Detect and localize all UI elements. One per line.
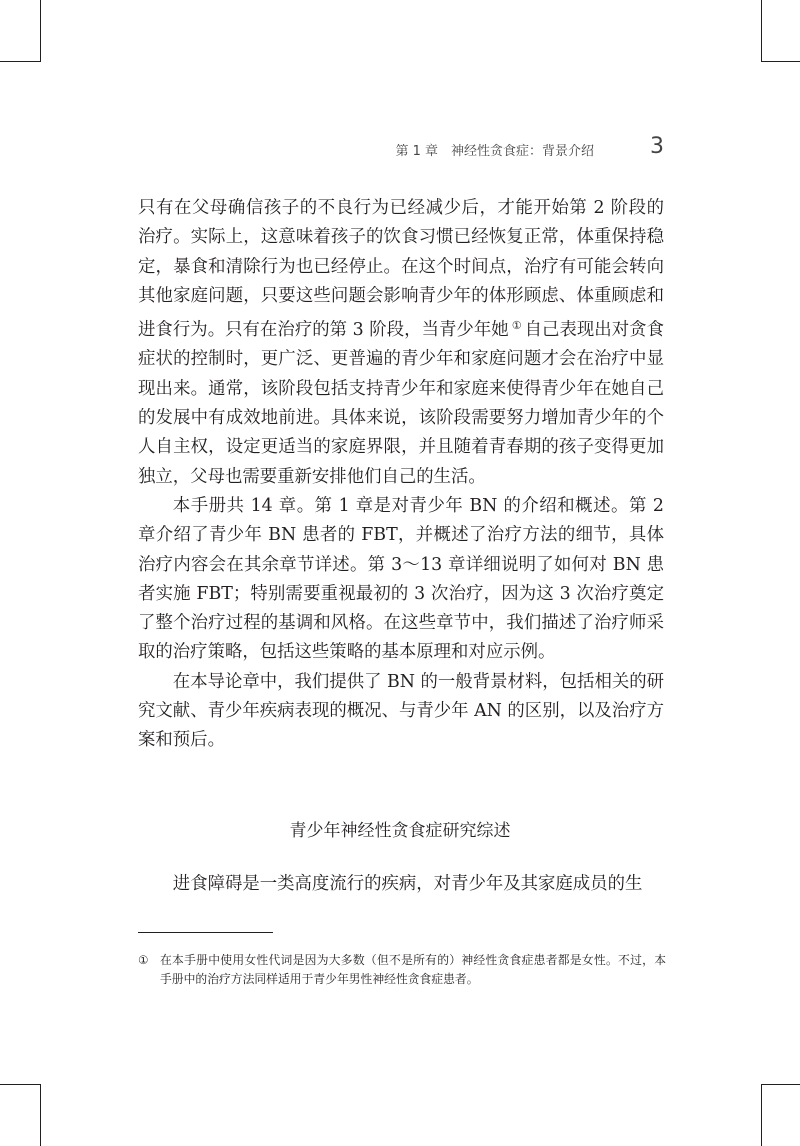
paragraph: 本手册共 14 章。第 1 章是对青少年 BN 的介绍和概述。第 2 章介绍了青少年 BN 患者的 FBT，并概述了治疗方法的细节，具体治疗内容会在其余章节详述。第 3～13 章详细说明了如何对 BN 患者实施 FBT；特别需要重视最初的 3 次治疗，因为这 3 次治疗奠定了整个治疗过程的基调和风格。在这些章节中，我们描述了治疗师采取的治疗策略，包括这些策略的基本原理和对应示例。 <box>138 495 664 663</box>
crop-mark <box>761 1084 762 1146</box>
crop-mark <box>0 1084 40 1085</box>
paragraph: 在本导论章中，我们提供了 BN 的一般背景材料，包括相关的研究文献、青少年疾病表现的概况、与青少年 AN 的区别，以及治疗方案和预后。 <box>138 671 665 751</box>
paragraph-text: 只有在父母确信孩子的不良行为已经减少后，才能开始第 2 阶段的治疗。实际上，这意味着孩子的饮食习惯已经恢复正常，体重保持稳定，暴食和清除行为也已经停止。在这个时间点，治疗有可能会转向其他家庭问题，只要这些问题会影响青少年的体形顾虑、体重顾虑和进食行为。只有在治疗的第 3 阶段，当青少年她 <box>138 198 664 341</box>
crop-mark <box>761 61 800 62</box>
chapter-title: 第 1 章 神经性贪食症：背景介绍 <box>395 144 594 159</box>
footnote <box>138 951 666 989</box>
crop-mark <box>761 0 762 62</box>
paragraph-text: 自己表现出对贪食症状的控制时，更广泛、更普遍的青少年和家庭问题才会在治疗中显现出来。通常，该阶段包括支持青少年和家庭来使得青少年在她自己的发展中有成效地前进。具体来说，该阶段需要努力增加青少年的个人自主权，设定更适当的家庭界限，并且随着青春期的孩子变得更加独立，父母也需要重新安排他们自己的生活。 <box>138 320 664 487</box>
footnote-ref[interactable]: ① <box>511 319 522 333</box>
page-number: 3 <box>650 134 664 159</box>
crop-mark <box>0 61 40 62</box>
section-heading: 青少年神经性贪食症研究综述 <box>289 821 511 841</box>
paragraph <box>138 194 664 492</box>
footnote-divider <box>138 932 273 933</box>
crop-mark <box>761 1084 800 1085</box>
body-text <box>138 194 664 756</box>
footnote-marker: ① <box>138 953 149 967</box>
paragraph: 进食障碍是一类高度流行的疾病，对青少年及其家庭成员的生 <box>172 874 643 894</box>
crop-mark <box>40 1084 41 1146</box>
footnote-text: 在本手册中使用女性代词是因为大多数（但不是所有的）神经性贪食症患者都是女性。不过，本手册中的治疗方法同样适用于青少年男性神经性贪食症患者。 <box>160 953 666 986</box>
crop-mark <box>40 0 41 62</box>
